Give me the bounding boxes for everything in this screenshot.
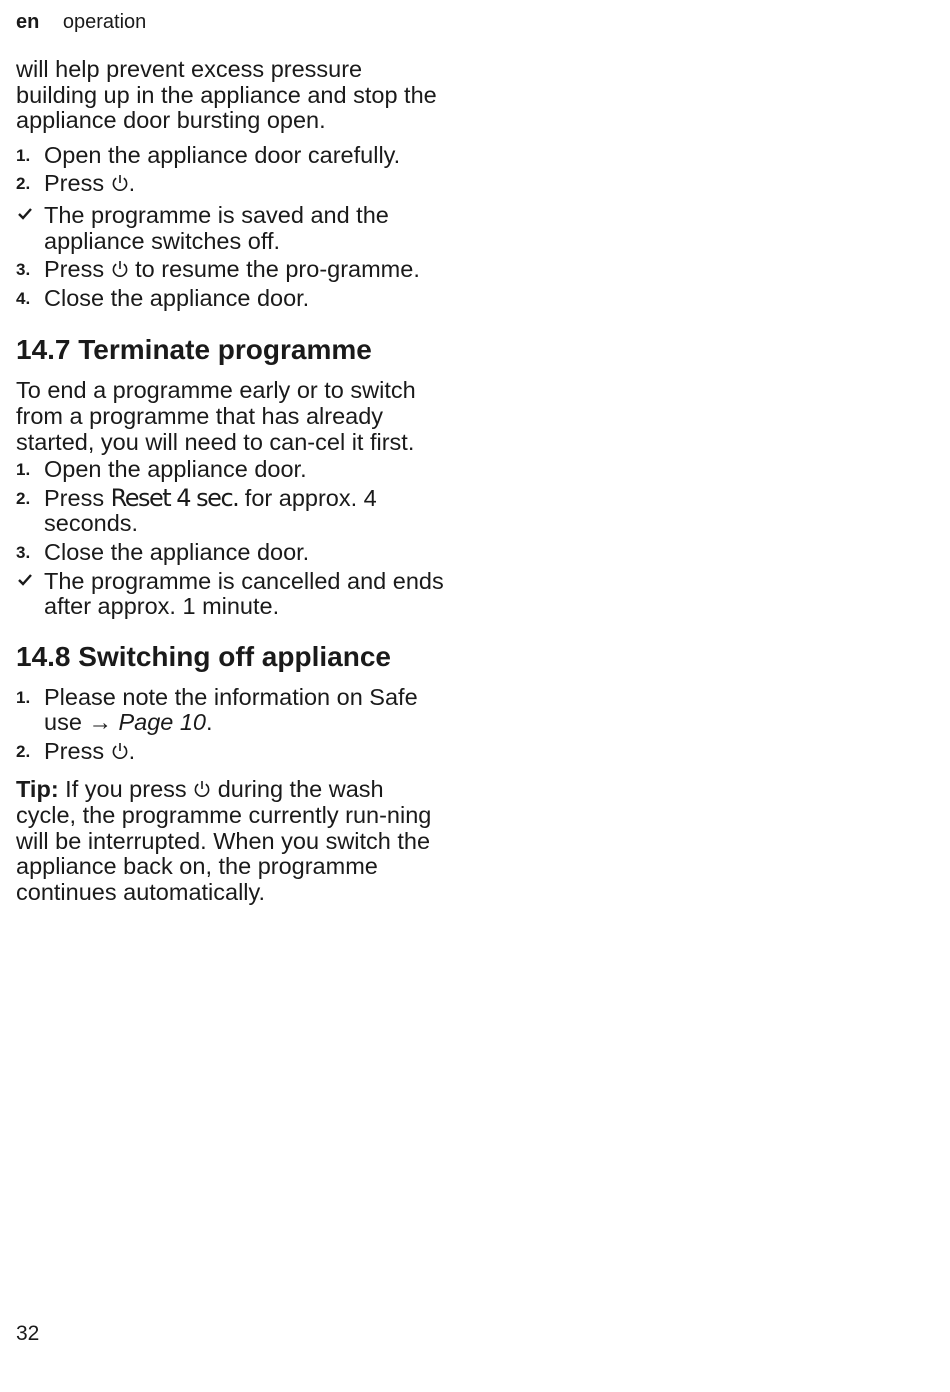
step-1 (16, 457, 446, 483)
result-text: The programme is cancelled and ends after approx. 1 minute. (44, 567, 444, 620)
step-text: Close the appliance door. (44, 284, 310, 311)
terminate-steps (16, 457, 446, 620)
tip-paragraph (16, 777, 446, 905)
step-text-post: for approx. 4 seconds. (44, 484, 377, 537)
section-title-switch-off: 14.8 Switching off appliance (16, 640, 391, 672)
switch-off-steps (16, 685, 446, 765)
step-text-pre: Press (44, 484, 111, 511)
step-2 (16, 739, 446, 765)
page-number: 32 (16, 1322, 40, 1345)
step-text: Please note the information on Safe use → (44, 683, 418, 736)
step-number: 1. (16, 145, 31, 165)
step-number: 2. (16, 488, 31, 508)
step-text: Close the appliance door. (44, 538, 310, 565)
step-text-post: . (128, 170, 136, 197)
step-text-post: to resume the pro-gramme. (128, 256, 420, 283)
step-2 (16, 171, 446, 197)
step-3 (16, 540, 446, 566)
step-number: 1. (16, 687, 31, 707)
check-icon (17, 572, 33, 588)
step-number: 4. (16, 288, 31, 308)
step-number: 3. (16, 542, 31, 562)
step-text-post: . (206, 709, 213, 736)
result-text: The programme is saved and the appliance switches off. (44, 201, 389, 254)
step-1 (16, 143, 446, 169)
step-1 (16, 685, 446, 736)
step-text-post: . (128, 737, 136, 764)
power-icon (111, 259, 129, 279)
result-1 (16, 203, 446, 254)
step-number: 3. (16, 260, 31, 280)
step-text-pre: Press (44, 737, 111, 764)
step-text-pre: Press (44, 170, 111, 197)
section-name: operation (62, 11, 147, 33)
intro-paragraph: will help prevent excess pressure building up in the appliance and stop the appliance door bursting open. (16, 56, 437, 134)
power-icon (111, 173, 129, 193)
language-code: en (16, 11, 40, 33)
step-4 (16, 286, 446, 312)
tip-text-post: during the wash cycle, the programme currently run-ning will be interrupted. When you switch the appliance back on, the programme continues automatically. (16, 776, 432, 905)
step-number: 2. (16, 174, 31, 194)
step-number: 1. (16, 460, 31, 480)
page-header (16, 9, 146, 35)
power-icon (111, 741, 129, 761)
tip-label: Tip: (16, 776, 59, 803)
result-1 (16, 569, 446, 620)
step-number: 2. (16, 741, 31, 761)
content-column (16, 57, 446, 905)
pause-steps (16, 143, 446, 312)
tip-text-pre: If you press (58, 776, 194, 803)
terminate-intro: To end a programme early or to switch from a programme that has already started, you will need to can-cel it first. (16, 377, 416, 455)
step-text: Open the appliance door carefully. (44, 141, 401, 168)
section-title-terminate: 14.7 Terminate programme (16, 334, 372, 366)
step-text: Open the appliance door. (44, 456, 307, 483)
page-reference-link[interactable]: Page 10 (118, 709, 207, 736)
check-icon (17, 206, 33, 222)
reset-button-label: Reset 4 sec. (110, 483, 239, 512)
step-3 (16, 257, 446, 283)
step-text-pre: Press (44, 256, 111, 283)
step-2 (16, 483, 446, 537)
power-icon (193, 779, 211, 799)
